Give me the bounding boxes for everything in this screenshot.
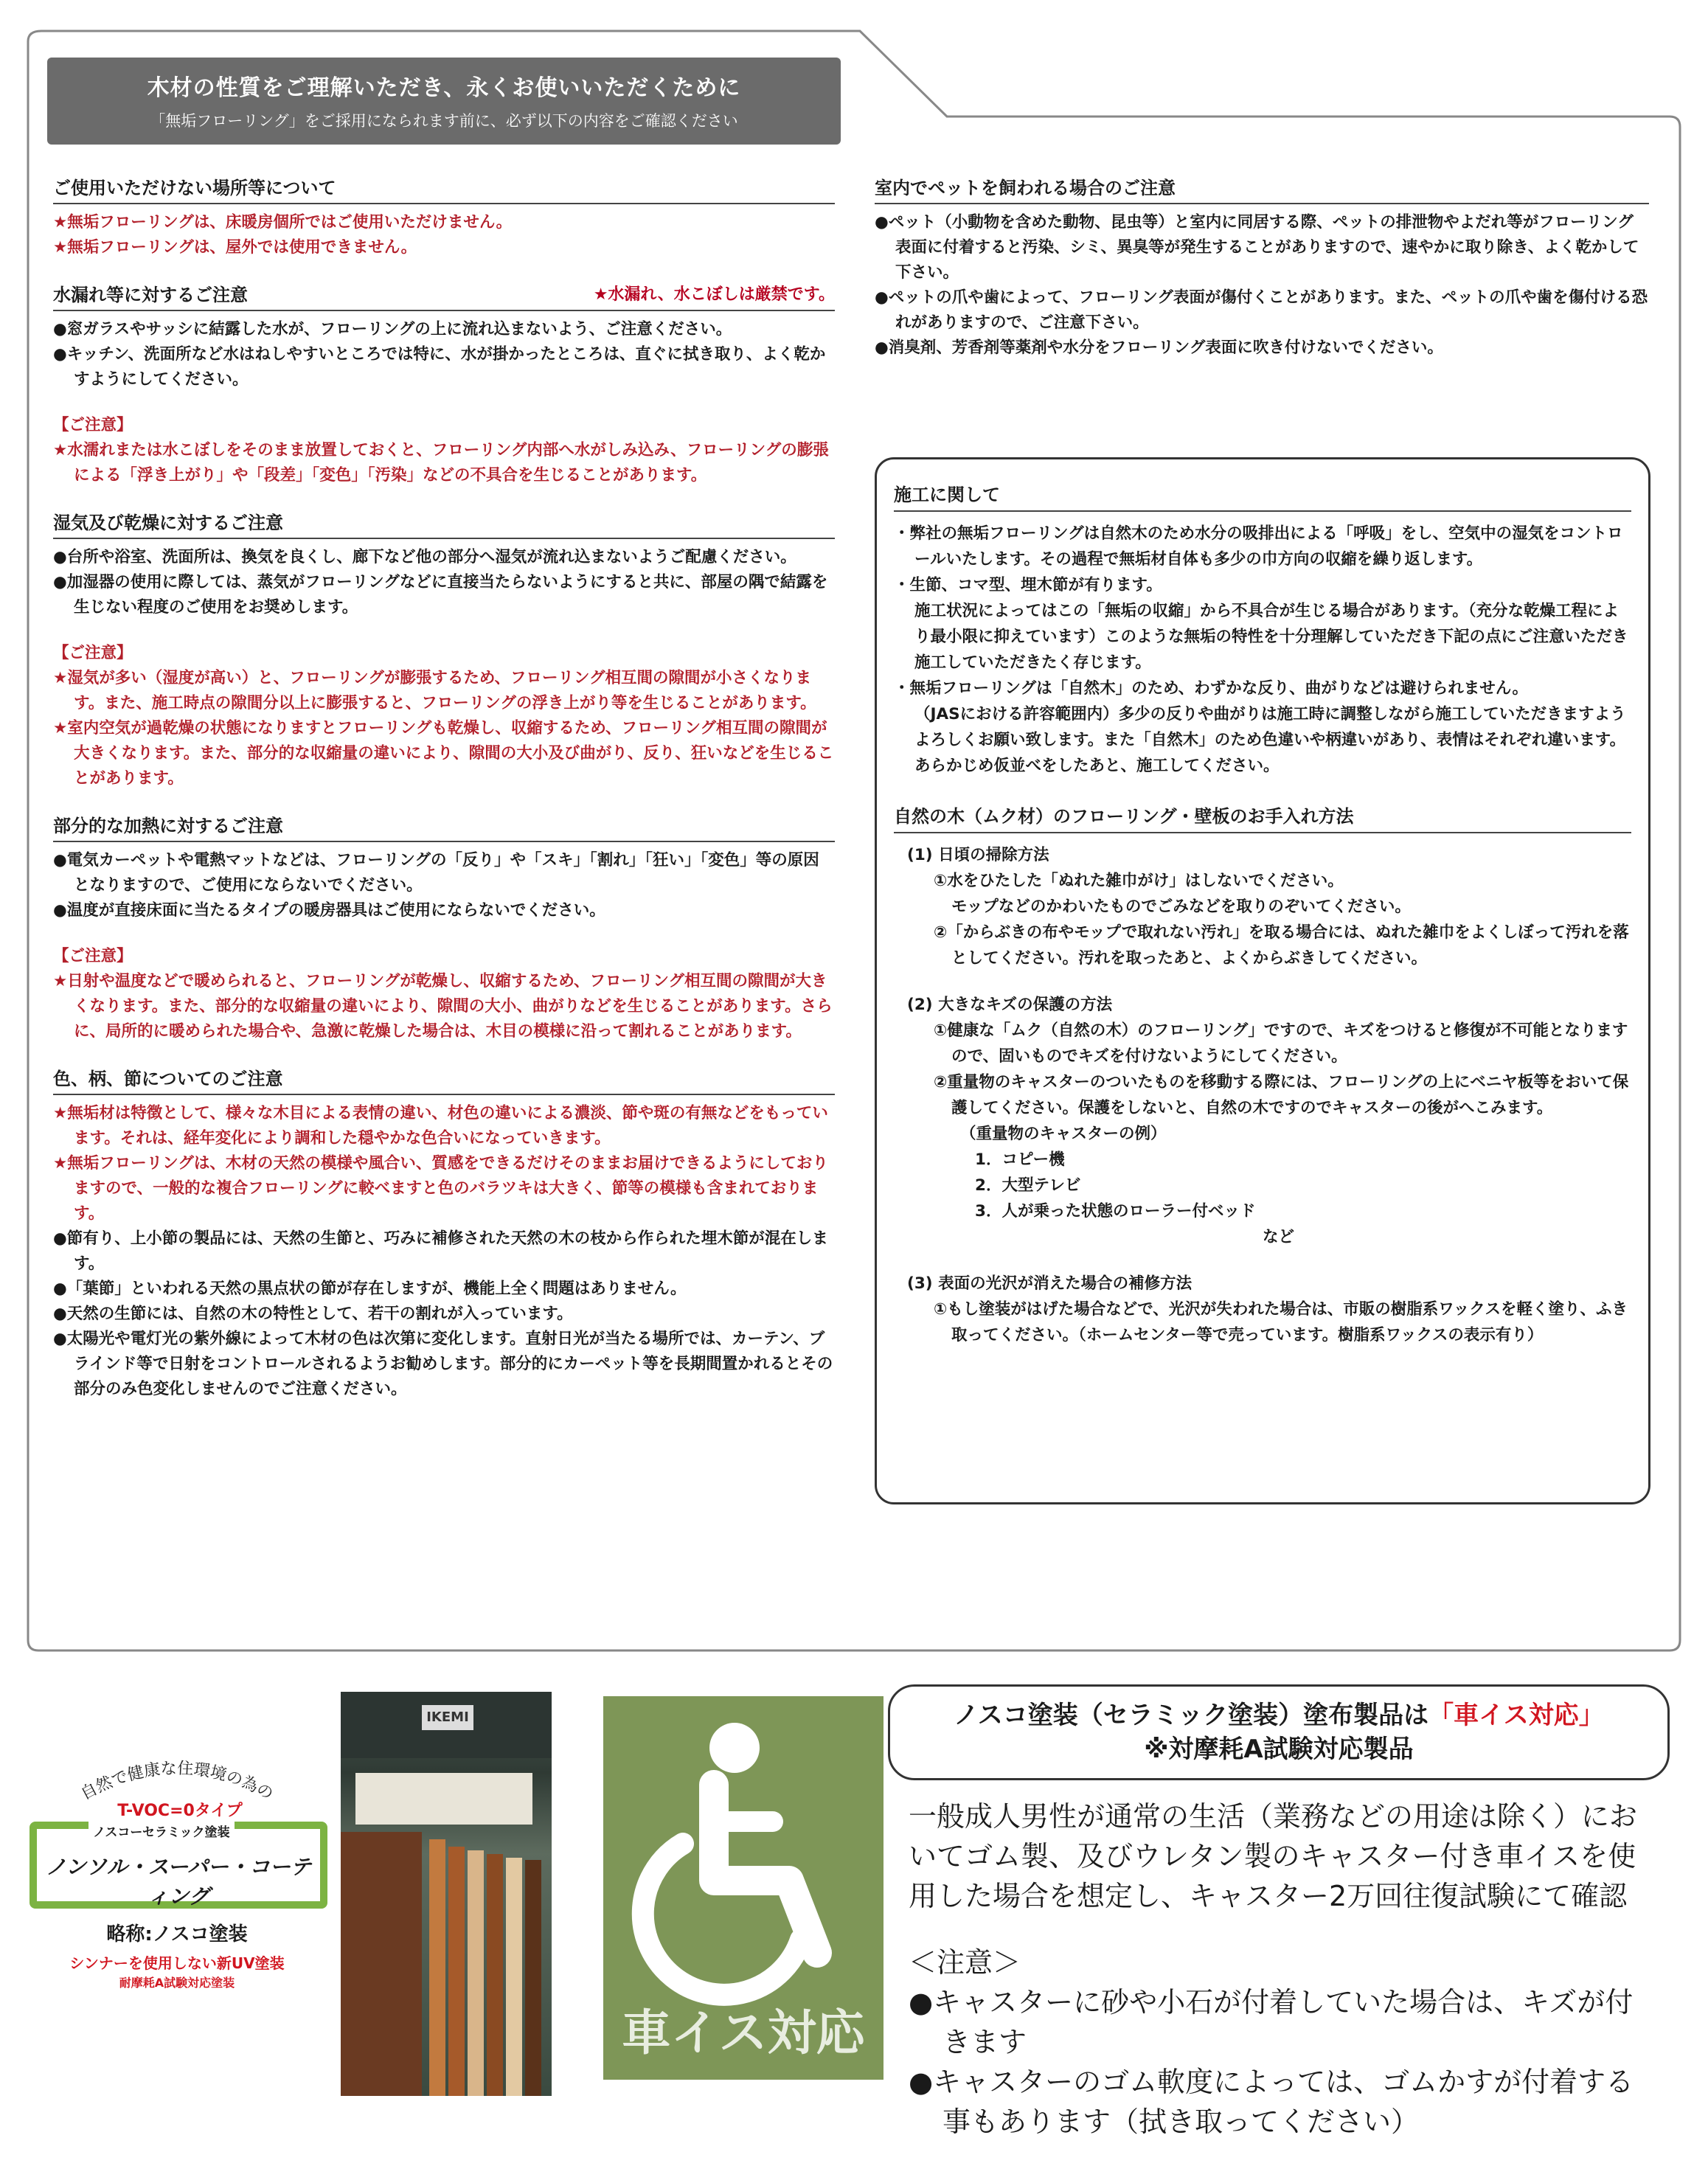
note-item: ★無垢フローリングは、木材の天然の模様や風合い、質感をできるだけそのままお届けできるようにしておりますので、一般的な複合フローリングに較べますと色のバラツキは大きく、節等の模様も含まれております。 <box>53 1154 828 1223</box>
bullet-item: ●「葉節」といわれる天然の黒点状の節が存在しますが、機能上全く問題はありません。 <box>53 1280 687 1298</box>
photo-brand-sign: IKEMI <box>422 1705 473 1730</box>
bullet-item: ●ペットの爪や歯によって、フローリング表面が傷付くことがあります。また、ペットの爪や歯を傷付ける恐れがありますので、ご注意下さい。 <box>875 288 1648 332</box>
pet-section <box>875 176 1649 361</box>
bullet-item: ●キッチン、洗面所など水はねしやすいところでは特に、水が掛かったところは、直ぐに拭き取り、よく乾かすようにしてください。 <box>53 345 826 389</box>
subheading: (3) 表面の光沢が消えた場合の補修方法 <box>907 1274 1193 1293</box>
text-line: ②「からぶきの布やモップで取れない汚れ」を取る場合には、ぬれた雑巾をよくしぼって汚れを落としてください。汚れを取ったあと、よくからぶきしてください。 <box>934 923 1629 968</box>
bullet-item: ●加湿器の使用に際しては、蒸気がフローリングなどに直接当たらないようにすると共に、部屋の隅で結露を生じない程度のご使用をお奨めします。 <box>53 573 828 617</box>
showroom-photo <box>341 1692 552 2096</box>
logo-small-text: ノスコーセラミック塗装 <box>88 1822 235 1840</box>
bullet-item: ●節有り、上小節の製品には、天然の生節と、巧みに補修された天然の木の枝から作られた埋木節が混在します。 <box>53 1229 828 1273</box>
logo-red-1: シンナーを使用しない新UV塗装 <box>69 1954 285 1972</box>
text-line: ・弊社の無垢フローリングは自然木のため水分の吸排出による「呼吸」をし、空気中の湿気をコントロールいたします。その過程で無垢材自体も多少の巾方向の収縮を繰り返します。 <box>894 524 1623 569</box>
construction-care-content <box>894 482 1631 1348</box>
text-line: （JASにおける許容範囲内）多少の反りや曲がりは施工時に調整しながら施工していただきますようよろしくお願い致します。また「自然木」のため色違いや柄違いがあり、表情はそれぞれ違います。あらかじめ仮並べをしたあと、施工してください。 <box>914 705 1626 775</box>
bullet-item: ●ペット（小動物を含めた動物、昆虫等）と室内に同居する際、ペットの排泄物やよだれ等がフローリング表面に付着すると汚染、シミ、異臭等が発生することがありますので、速やかに取り除き、よく乾かして下さい。 <box>875 213 1639 282</box>
logo-box <box>29 1822 327 1909</box>
header-banner <box>47 58 841 145</box>
text-line: ★無垢フローリングは、床暖房個所ではご使用いただけません。 <box>53 213 513 232</box>
wheelchair-label: 車イス対応 <box>622 2004 865 2061</box>
subheading: (2) 大きなキズの保護の方法 <box>907 996 1113 1014</box>
list-item: など <box>1263 1228 1295 1246</box>
text-line: （重量物のキャスターの例） <box>960 1125 1167 1143</box>
wheelchair-badge <box>603 1696 883 2080</box>
info-note-item: ●キャスターのゴム軟度によっては、ゴムかすが付着する事もあります（拭き取ってください） <box>909 2066 1634 2138</box>
list-item: 1．コピー機 <box>975 1150 1065 1169</box>
info-note-item: ●キャスターに砂や小石が付着していた場合は、キズが付きます <box>909 1986 1634 2058</box>
info-title-box <box>888 1684 1670 1780</box>
nosco-logo <box>22 1740 332 2006</box>
note-item: ★日射や温度などで暖められると、フローリングが乾燥し、収縮するため、フローリング相互間の隙間が大きくなります。また、部分的な収縮量の違いにより、隙間の大小、曲がりなどを生じることがあります。さらに、局所的に暖められた場合や、急激に乾燥した場合は、木目の模様に沿って割れることがあります。 <box>53 972 833 1041</box>
bullet-item: ●窓ガラスやサッシに結露した水が、フローリングの上に流れ込まないよう、ご注意ください。 <box>53 320 732 339</box>
note-heading: 【ご注意】 <box>53 947 133 965</box>
bullet-item: ●天然の生節には、自然の木の特性として、若干の割れが入っています。 <box>53 1305 573 1323</box>
info-title-highlight: 「車イス対応」 <box>1428 1701 1604 1730</box>
subheading: (1) 日頃の掃除方法 <box>907 846 1049 864</box>
text-line: 施工状況によってはこの「無垢の収縮」から不具合が生じる場合があります。（充分な乾燥工程により最小限に抑えています）このような無垢の特性を十分理解していただき下記の点にご注意いただき施工していただきたく存じます。 <box>914 602 1628 672</box>
bullet-item: ●電気カーペットや電熱マットなどは、フローリングの「反り」や「スキ」「割れ」「狂い」「変色」等の原因となりますので、ご使用にならないでください。 <box>53 851 819 895</box>
bullet-item: ●太陽光や電灯光の紫外線によって木材の色は次第に変化します。直射日光が当たる場所では、カーテン、ブラインド等で日射をコントロールされるようお勧めします。部分的にカーペット等を長期間置かれるとその部分のみ色変化しませんのでご注意ください。 <box>53 1330 833 1398</box>
info-title: ノスコ塗装（セラミック塗装）塗布製品は <box>954 1701 1429 1730</box>
section-heading: 室内でペットを飼われる場合のご注意 <box>875 176 1649 204</box>
wheelchair-icon <box>603 1696 883 2006</box>
section-heading: 水漏れ等に対するご注意 ★水漏れ、水こぼしは厳禁です。 <box>53 282 835 311</box>
note-item: ★水濡れまたは水こぼしをそのまま放置しておくと、フローリング内部へ水がしみ込み、フローリングの膨張による「浮き上がり」や「段差」「変色」「汚染」などの不具合を生じることがあります。 <box>53 441 829 485</box>
info-body: 一般成人男性が通常の生活（業務などの用途は除く）においてゴム製、及びウレタン製のキャスター付き車イスを使用した場合を想定し、キャスター2万回往復試験にて確認 <box>909 1800 1638 1912</box>
text-line: ・無垢フローリングは「自然木」のため、わずかな反り、曲がりなどは避けられません。 <box>894 679 1529 698</box>
logo-red-2: 耐摩耗A試験対応塗装 <box>119 1976 235 1990</box>
section-heading: 部分的な加熱に対するご注意 <box>53 813 835 842</box>
info-note-heading: ＜注意＞ <box>909 1946 1021 1979</box>
section-heading: 施工に関して <box>894 482 1631 512</box>
bullet-item: ●消臭剤、芳香剤等薬剤や水分をフローリング表面に吹き付けないでください。 <box>875 339 1443 357</box>
text-line: ②重量物のキャスターのついたものを移動する際には、フローリングの上にベニヤ板等をおいて保護してください。保護をしないと、自然の木ですのでキャスターの後がへこみます。 <box>934 1073 1629 1117</box>
banner-subtitle: 「無垢フローリング」をご採用になられます前に、必ず以下の内容をご確認ください <box>150 112 738 130</box>
text-line: ・生節、コマ型、埋木節が有ります。 <box>894 576 1162 594</box>
section-heading: ご使用いただけない場所等について <box>53 176 835 204</box>
bullet-item: ●温度が直接床面に当たるタイプの暖房器具はご使用にならないでください。 <box>53 901 605 920</box>
text-line: ①もし塗装がはげた場合などで、光沢が失われた場合は、市販の樹脂系ワックスを軽く塗り、ふき取ってください。（ホームセンター等で売っています。樹脂系ワックスの表示有り） <box>934 1300 1628 1344</box>
text-line: ①水をひたした「ぬれた雑巾がけ」はしないでください。 <box>934 872 1344 890</box>
wheelchair-info <box>888 1684 1670 2142</box>
left-column <box>53 176 835 1424</box>
section-heading: 色、柄、節についてのご注意 <box>53 1066 835 1095</box>
text-line: ①健康な「ムク（自然の木）のフローリング」ですので、キズをつけると修復が不可能となりますので、固いものでキズを付けないようにしてください。 <box>934 1021 1628 1066</box>
tvoc-label: T-VOC=0タイプ <box>117 1802 243 1820</box>
bullet-item: ●台所や浴室、洗面所は、換気を良くし、廊下など他の部分へ湿気が流れ込まないようご配慮ください。 <box>53 548 796 566</box>
text-line: モップなどのかわいたものでごみなどを取りのぞいてください。 <box>951 898 1411 916</box>
note-item: ★湿気が多い（湿度が高い）と、フローリングが膨張するため、フローリング相互間の隙間が小さくなります。また、施工時点の隙間分以上に膨張すると、フローリングの浮き上がり等を生じることがあります。 <box>53 669 816 712</box>
text-line: ★無垢フローリングは、屋外では使用できません。 <box>53 238 417 257</box>
logo-abbr: 略称:ノスコ塗装 <box>106 1923 248 1945</box>
note-heading: 【ご注意】 <box>53 416 133 434</box>
section-heading: 湿気及び乾燥に対するご注意 <box>53 510 835 539</box>
note-item: ★無垢材は特徴として、様々な木目による表情の違い、材色の違いによる濃淡、節や斑の有無などをもっています。それは、経年変化により調和した穏やかな色合いになっていきます。 <box>53 1104 828 1148</box>
logo-main-text: ノンソル・スーパー・コーティング <box>45 1855 312 1909</box>
list-item: 2．大型テレビ <box>975 1176 1081 1195</box>
banner-title: 木材の性質をご理解いただき、永くお使いいただくために <box>147 75 741 101</box>
section-heading: 自然の木（ムク材）のフローリング・壁板のお手入れ方法 <box>894 804 1631 833</box>
list-item: 3．人が乗った状態のローラー付ベッド <box>975 1202 1256 1221</box>
note-heading: 【ご注意】 <box>53 644 133 662</box>
warning-tag: ★水漏れ、水こぼしは厳禁です。 <box>593 285 835 304</box>
note-item: ★室内空気が過乾燥の状態になりますとフローリングも乾燥し、収縮するため、フローリング相互間の隙間が大きくなります。また、部分的な収縮量の違いにより、隙間の大小及び曲がり、反り、狂いなどを生じることがあります。 <box>53 719 834 788</box>
svg-text:自然で健康な住環境の為の: 自然で健康な住環境の為の <box>77 1759 277 1804</box>
info-subtitle: ※対摩耗A試験対応製品 <box>1144 1735 1414 1764</box>
